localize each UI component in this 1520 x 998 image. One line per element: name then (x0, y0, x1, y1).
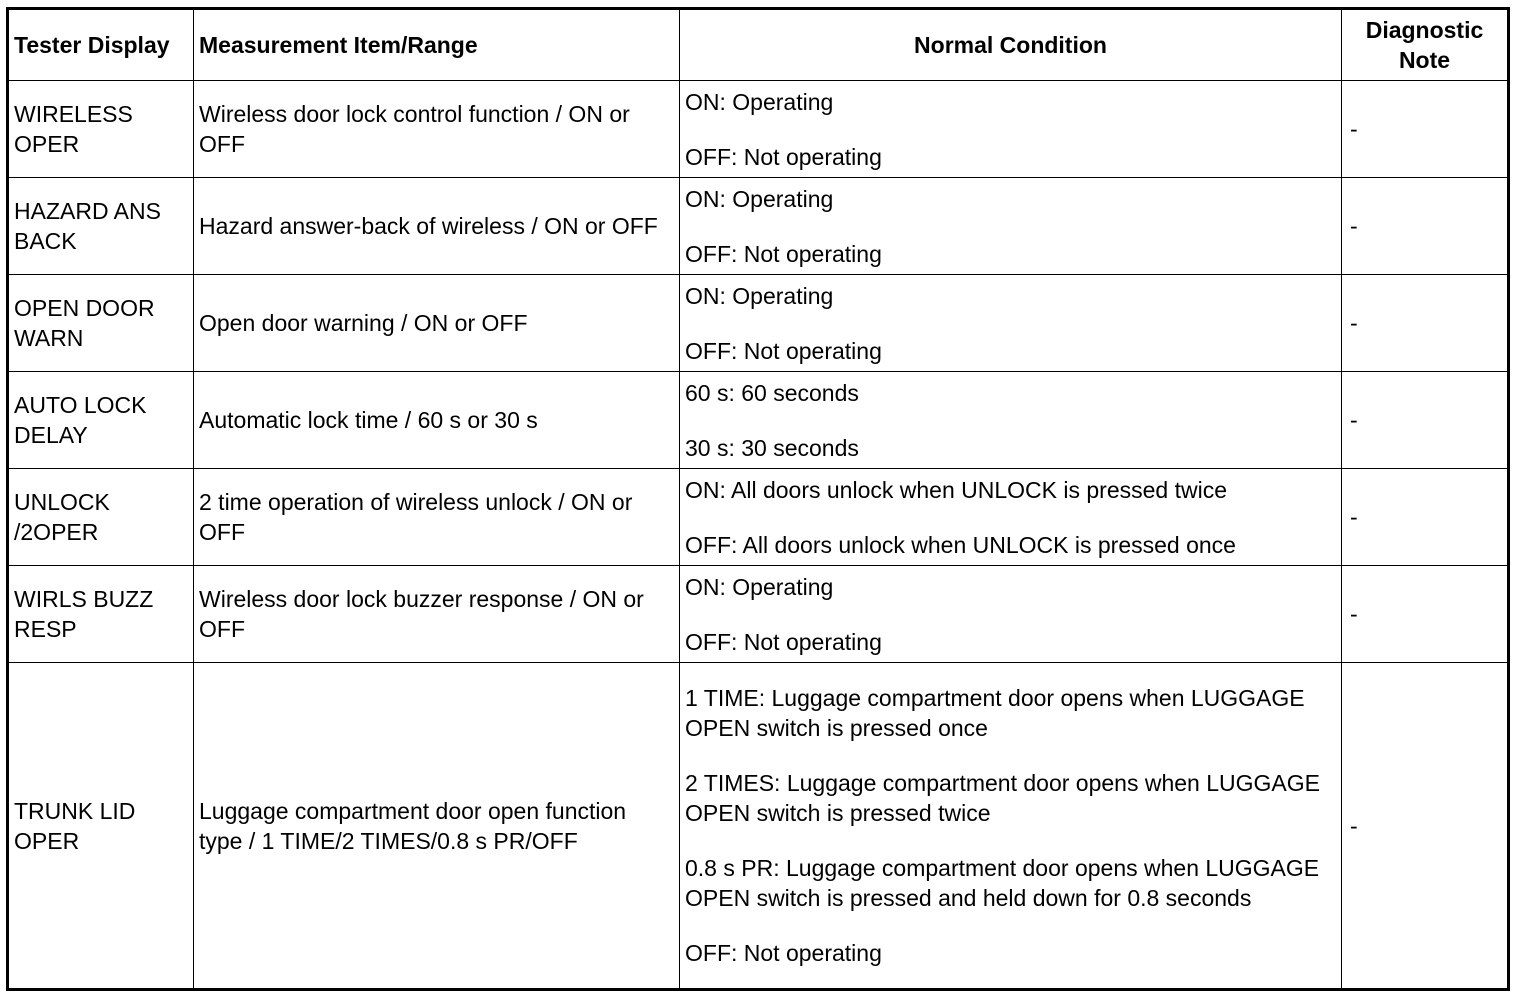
tester-display-line2: RESP (14, 616, 77, 642)
condition-line: 2 TIMES: Luggage compartment door opens when LUGGAGE OPEN switch is pressed twice (685, 770, 1320, 826)
tester-display-line1: OPEN DOOR (14, 295, 155, 321)
normal-condition-cell (680, 372, 1342, 469)
measurement-cell: 2 time operation of wireless unlock / ON or OFF (194, 469, 680, 566)
normal-condition-cell (680, 275, 1342, 372)
header-diagnostic-note-line2: Note (1398, 47, 1451, 73)
condition-line: 1 TIME: Luggage compartment door opens when LUGGAGE OPEN switch is pressed once (685, 685, 1305, 741)
table-row (8, 469, 1509, 566)
tester-display-line1: WIRELESS (14, 101, 133, 127)
diagnostic-note-cell: - (1342, 178, 1509, 275)
tester-display-cell (8, 372, 194, 469)
condition-line: OFF: Not operating (685, 143, 882, 170)
header-row (8, 9, 1509, 81)
diagnostic-note-cell: - (1342, 566, 1509, 663)
tester-display-line1: TRUNK LID (14, 797, 136, 824)
header-diagnostic-note-line1: Diagnostic (1365, 17, 1484, 43)
condition-line: OFF: Not operating (685, 337, 882, 364)
measurement-cell: Hazard answer-back of wireless / ON or OFF (194, 178, 680, 275)
tester-display-line2: DELAY (14, 422, 88, 448)
normal-condition-cell (680, 566, 1342, 663)
diagnostic-note-cell: - (1342, 372, 1509, 469)
condition-line: ON: All doors unlock when UNLOCK is pressed twice (685, 476, 1227, 503)
table-row (8, 372, 1509, 469)
tester-display-line1: WIRLS BUZZ (14, 586, 154, 612)
condition-line: OFF: Not operating (685, 240, 882, 267)
tester-display-line1: AUTO LOCK (14, 392, 147, 418)
tester-display-cell (8, 81, 194, 178)
tester-display-line1: UNLOCK (14, 489, 110, 515)
tester-display-line2: /2OPER (14, 519, 99, 545)
condition-line: ON: Operating (685, 573, 834, 600)
measurement-cell: Open door warning / ON or OFF (194, 275, 680, 372)
diagnostic-note-cell: - (1342, 663, 1509, 990)
tester-display-cell (8, 566, 194, 663)
table-row (8, 81, 1509, 178)
tester-display-line2: OPER (14, 827, 80, 854)
table-row (8, 178, 1509, 275)
condition-line: 30 s: 30 seconds (685, 434, 859, 461)
tester-display-line2: BACK (14, 228, 77, 254)
diagnostic-note-cell: - (1342, 469, 1509, 566)
measurement-cell: Automatic lock time / 60 s or 30 s (194, 372, 680, 469)
condition-line: ON: Operating (685, 282, 834, 309)
tester-display-line2: WARN (14, 325, 84, 351)
header-normal-condition: Normal Condition (680, 9, 1342, 81)
condition-line: ON: Operating (685, 88, 834, 115)
normal-condition-cell (680, 663, 1342, 990)
table-row (8, 663, 1509, 990)
tester-display-cell (8, 469, 194, 566)
condition-line: 60 s: 60 seconds (685, 379, 859, 406)
measurement-cell: Luggage compartment door open function type / 1 TIME/2 TIMES/0.8 s PR/OFF (194, 663, 680, 990)
header-measurement-item: Measurement Item/Range (194, 9, 680, 81)
tester-display-cell (8, 275, 194, 372)
table-row (8, 566, 1509, 663)
tester-display-line1: HAZARD ANS (14, 198, 161, 224)
condition-line: OFF: Not operating (685, 628, 882, 655)
table-body (8, 81, 1509, 990)
condition-line: ON: Operating (685, 185, 834, 212)
diagnostic-note-cell: - (1342, 275, 1509, 372)
tester-display-table (6, 7, 1510, 991)
table-row (8, 275, 1509, 372)
table-header (8, 9, 1509, 81)
tester-display-line2: OPER (14, 131, 80, 157)
header-diagnostic-note (1342, 9, 1509, 81)
tester-display-cell (8, 178, 194, 275)
normal-condition-cell (680, 81, 1342, 178)
diagnostic-note-cell: - (1342, 81, 1509, 178)
normal-condition-cell (680, 178, 1342, 275)
header-tester-display: Tester Display (8, 9, 194, 81)
measurement-cell: Wireless door lock buzzer response / ON or OFF (194, 566, 680, 663)
tester-display-cell (8, 663, 194, 990)
condition-line: OFF: All doors unlock when UNLOCK is pressed once (685, 531, 1236, 558)
normal-condition-cell (680, 469, 1342, 566)
condition-line: OFF: Not operating (685, 940, 882, 966)
condition-line: 0.8 s PR: Luggage compartment door opens when LUGGAGE OPEN switch is pressed and held down for 0.8 seconds (685, 855, 1320, 911)
measurement-cell: Wireless door lock control function / ON or OFF (194, 81, 680, 178)
